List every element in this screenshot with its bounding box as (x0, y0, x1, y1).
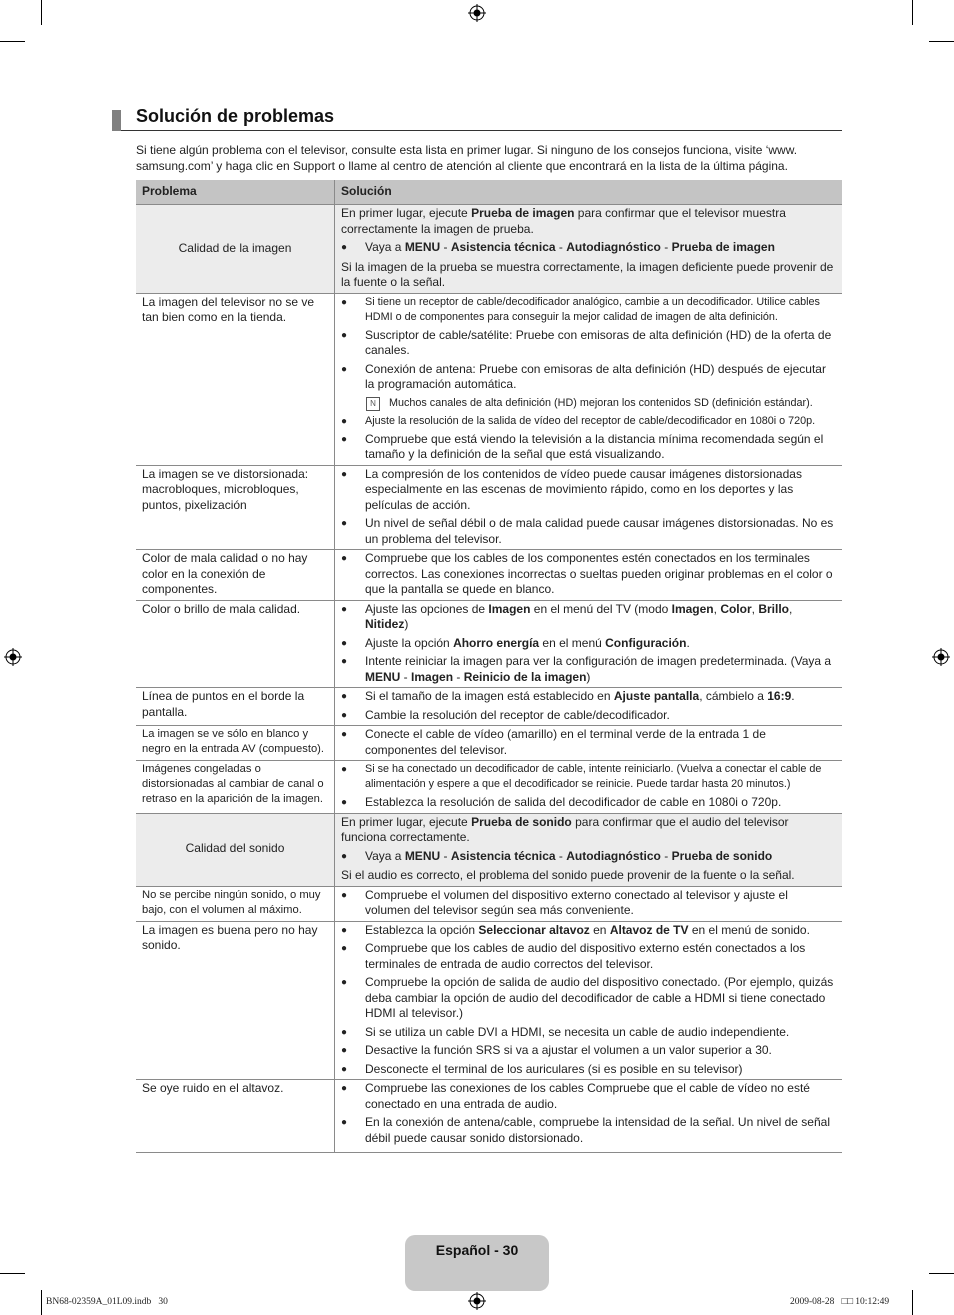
list-item: ● Vaya a MENU - Asistencia técnica - Autodiagnóstico - Prueba de imagen (341, 240, 836, 256)
solution-cell (335, 761, 843, 814)
crop-mark (41, 0, 42, 25)
solution-cell (335, 465, 843, 550)
list-item: ● Desactive la función SRS si va a ajustar el volumen a un valor superior a 30. (341, 1043, 836, 1059)
crop-mark (929, 1273, 954, 1274)
table-row (136, 205, 842, 294)
table-row (136, 600, 842, 688)
list-item: ● Suscriptor de cable/satélite: Pruebe con emisoras de alta definición (HD) de la oferta de canales. (341, 328, 836, 359)
crop-mark (912, 0, 913, 25)
solution-outro: Si el audio es correcto, el problema del sonido puede provenir de la fuente o la señal. (341, 868, 795, 882)
header-solution: Solución (335, 180, 843, 205)
list-item: ● Establezca la resolución de salida del decodificador de cable en 1080i o 720p. (341, 795, 836, 811)
registration-mark-icon (468, 1292, 486, 1310)
solution-cell (335, 688, 843, 726)
page-title: Solución de problemas (136, 106, 335, 126)
print-slug-file: BN68-02359A_01L09.indb 30 (46, 1297, 168, 1307)
problem-cell: La imagen del televisor no se ve tan bien como en la tienda. (136, 293, 335, 465)
problem-cell: Color o brillo de mala calidad. (136, 600, 335, 688)
crop-mark (0, 1273, 25, 1274)
list-item: ● Ajuste las opciones de Imagen en el menú del TV (modo Imagen, Color, Brillo, Nitidez) (341, 602, 836, 633)
solution-cell (335, 293, 843, 465)
registration-mark-icon (468, 4, 486, 22)
list-item: ● Ajuste la resolución de la salida de vídeo del receptor de cable/decodificador en 1080i o 720p. (341, 414, 836, 429)
problem-cell: No se percibe ningún sonido, o muy bajo, con el volumen al máximo. (136, 886, 335, 921)
problem-cell: La imagen es buena pero no hay sonido. (136, 921, 335, 1080)
solution-cell (335, 205, 843, 294)
table-row (136, 761, 842, 814)
table-row (136, 886, 842, 921)
list-item: ● Compruebe la opción de salida de audio del dispositivo conectado. (Por ejemplo, quizás deba cambiar la opción de audio del decodificador de cable a HDMI si tiene conectado HDMI al televisor.) (341, 975, 836, 1022)
solution-outro: Si la imagen de la prueba se muestra correctamente, la imagen deficiente puede provenir de la fuente o la señal. (341, 259, 834, 289)
list-item: ● Ajuste la opción Ahorro energía en el menú Configuración. (341, 636, 836, 652)
troubleshooting-table (136, 180, 842, 1153)
list-item: ● Cambie la resolución del receptor de cable/decodificador. (341, 708, 836, 724)
table-row (136, 550, 842, 601)
solution-intro: En primer lugar, ejecute Prueba de imagen para confirmar que el televisor muestra correctamente la imagen de prueba. (341, 206, 786, 236)
solution-cell (335, 886, 843, 921)
list-item: ● Intente reiniciar la imagen para ver la configuración de imagen predeterminada. (Vaya a MENU - Imagen - Reinicio de la imagen) (341, 654, 836, 685)
list-item: ● Compruebe que los cables de los componentes estén conectados en los terminales correctos. Las conexiones incorrectas o sueltas pueden originar problemas en el color o que la pantalla se quede en blanco. (341, 551, 836, 598)
intro-paragraph: Si tiene algún problema con el televisor, consulte esta lista en primer lugar. Si ninguno de los consejos funciona, visite ‘www. samsung.com’ y haga clic en Support o llame al centro de atención al cliente que encontrará en la lista de la última página. (136, 143, 798, 173)
list-item: ● Un nivel de señal débil o de mala calidad puede causar imágenes distorsionadas. No es un problema del televisor. (341, 516, 836, 547)
problem-cell: La imagen se ve sólo en blanco y negro en la entrada AV (compuesto). (136, 726, 335, 761)
list-item: ● Compruebe las conexiones de los cables Compruebe que el cable de vídeo no esté conectado en una entrada de audio. (341, 1081, 836, 1112)
list-item: ● Establezca la opción Seleccionar altavoz en Altavoz de TV en el menú de sonido. (341, 923, 836, 939)
table-row (136, 293, 842, 465)
crop-mark (912, 1290, 913, 1315)
solution-cell (335, 921, 843, 1080)
table-row (136, 921, 842, 1080)
solution-cell (335, 550, 843, 601)
problem-cell: Color de mala calidad o no hay color en la conexión de componentes. (136, 550, 335, 601)
solution-intro: En primer lugar, ejecute Prueba de sonido para confirmar que el audio del televisor funciona correctamente. (341, 814, 789, 844)
list-item: ● Conecte el cable de vídeo (amarillo) en el terminal verde de la entrada 1 de componentes del televisor. (341, 727, 836, 758)
crop-mark (929, 41, 954, 42)
heading-bar (112, 110, 121, 131)
note-icon: N (366, 397, 380, 411)
solution-cell (335, 726, 843, 761)
list-item: ● Compruebe el volumen del dispositivo externo conectado al televisor y ajuste el volumen del televisor según sea más conveniente. (341, 888, 836, 919)
list-item: ● En la conexión de antena/cable, compruebe la intensidad de la señal. Un nivel de señal débil puede causar sonido distorsionado. (341, 1115, 836, 1146)
problem-cell: Se oye ruido en el altavoz. (136, 1080, 335, 1153)
problem-cell: Calidad de la imagen (136, 205, 335, 294)
list-item: ● Desconecte el terminal de los auriculares (si es posible en su televisor) (341, 1062, 836, 1078)
problem-cell: Línea de puntos en el borde la pantalla. (136, 688, 335, 726)
table-row (136, 688, 842, 726)
solution-cell (335, 1080, 843, 1153)
list-item: ● Si se utiliza un cable DVI a HDMI, se necesita un cable de audio independiente. (341, 1025, 836, 1041)
list-item: ● Si se ha conectado un decodificador de cable, intente reiniciarlo. (Vuelva a conectar el cable de alimentación y espere a que el decodificador se reinicie. Puede tardar hasta 20 minutos.) (341, 762, 836, 792)
page-number: Español - 30 (435, 1242, 519, 1258)
crop-mark (0, 41, 25, 42)
list-item: ● Conexión de antena: Pruebe con emisoras de alta definición (HD) después de ejecutar la programación automática. (341, 362, 836, 393)
note: N Muchos canales de alta definición (HD) mejoran los contenidos SD (definición estándar). (341, 396, 836, 411)
table-row (136, 465, 842, 550)
problem-cell: La imagen se ve distorsionada: macrobloques, microbloques, puntos, pixelización (136, 465, 335, 550)
header-problem: Problema (136, 180, 335, 205)
registration-mark-icon (4, 648, 22, 666)
crop-mark (41, 1290, 42, 1315)
problem-cell: Imágenes congeladas o distorsionadas al cambiar de canal o retraso en la aparición de la imagen. (136, 761, 335, 814)
list-item: ● La compresión de los contenidos de vídeo puede causar imágenes distorsionadas especialmente en las escenas de movimiento rápido, como en los deportes y las películas de acción. (341, 467, 836, 514)
heading-rule (121, 130, 842, 131)
table-row (136, 726, 842, 761)
solution-cell (335, 813, 843, 886)
list-item: ● Compruebe que está viendo la televisión a la distancia mínima recomendada según el tamaño y la definición de la señal que está visualizando. (341, 432, 836, 463)
problem-cell: Calidad del sonido (136, 813, 335, 886)
table-header (136, 180, 842, 205)
registration-mark-icon (932, 648, 950, 666)
table-row (136, 813, 842, 886)
solution-cell (335, 600, 843, 688)
list-item: ● Si tiene un receptor de cable/decodificador analógico, cambie a un decodificador. Utilice cables HDMI o de componentes para conseguir la mejor calidad de imagen de alta definición. (341, 295, 836, 325)
list-item: ● Si el tamaño de la imagen está establecido en Ajuste pantalla, cámbielo a 16:9. (341, 689, 836, 705)
table-row (136, 1080, 842, 1153)
list-item: ● Vaya a MENU - Asistencia técnica - Autodiagnóstico - Prueba de sonido (341, 849, 836, 865)
list-item: ● Compruebe que los cables de audio del dispositivo externo estén conectados a los terminales de entrada de audio correctos del televisor. (341, 941, 836, 972)
print-slug-datetime: 2009-08-28 □□ 10:12:49 (790, 1297, 890, 1307)
